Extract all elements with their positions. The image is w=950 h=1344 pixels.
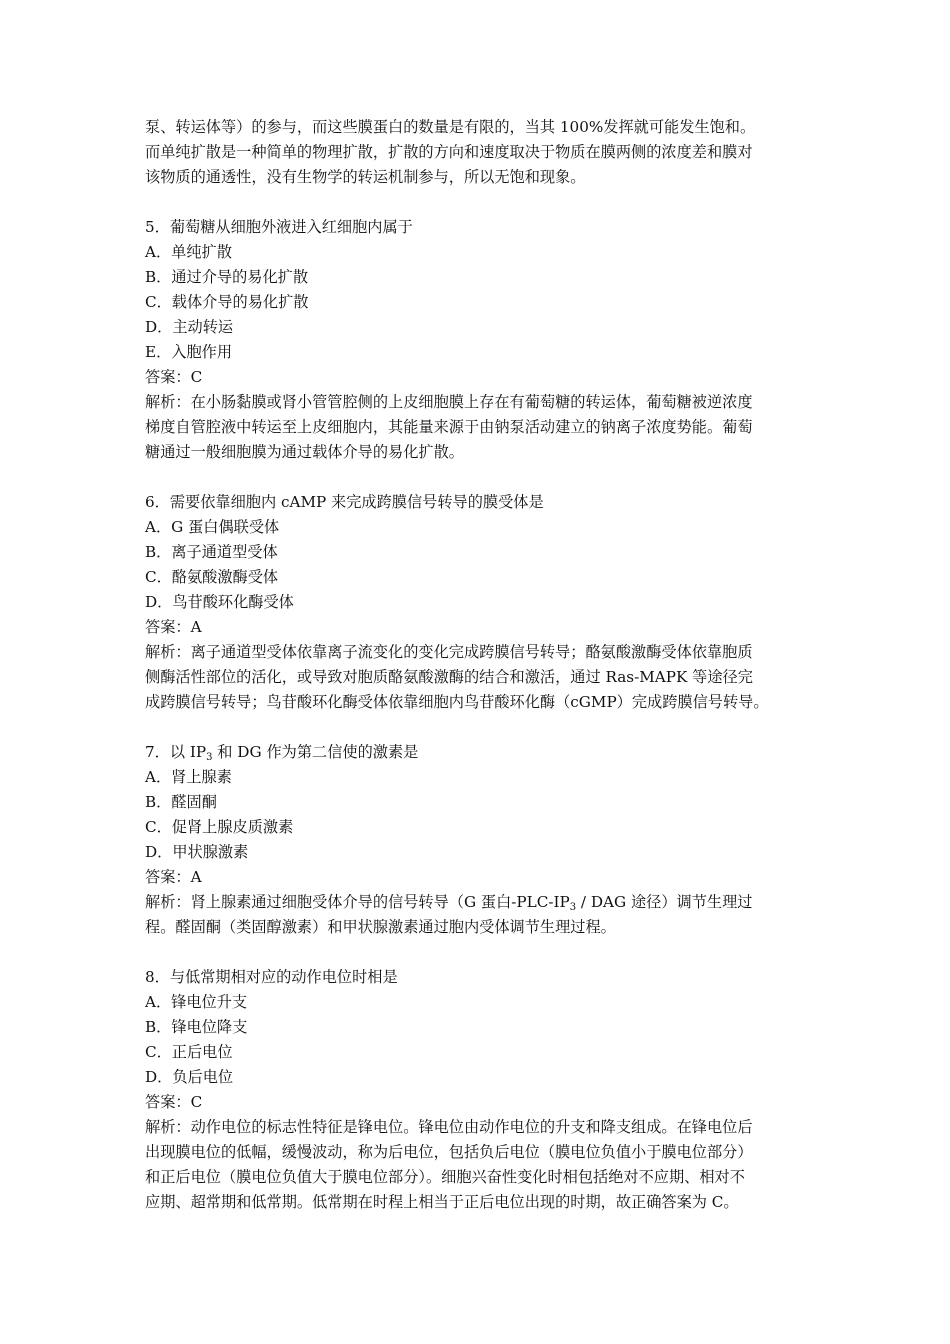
option-b: B．通过介导的易化扩散 bbox=[145, 268, 309, 286]
question-7 bbox=[145, 740, 810, 940]
document-page bbox=[145, 115, 810, 1215]
stem-text: 和 DG 作为第二信使的激素是 bbox=[212, 743, 419, 761]
option-d: D．鸟苷酸环化酶受体 bbox=[145, 593, 294, 611]
intro-line: 而单纯扩散是一种简单的物理扩散，扩散的方向和速度取决于物质在膜两侧的浓度差和膜对 bbox=[145, 143, 753, 161]
analysis-text: / DAG 途径）调节生理过 bbox=[576, 893, 753, 911]
analysis-line: 糖通过一般细胞膜为通过载体介导的易化扩散。 bbox=[145, 443, 464, 461]
analysis-line: 侧酶活性部位的活化，或导致对胞质酪氨酸激酶的结合和激活，通过 Ras-MAPK 等途径完 bbox=[145, 668, 753, 686]
option-b: B．锋电位降支 bbox=[145, 1018, 248, 1036]
analysis-text: 解析：肾上腺素通过细胞受体介导的信号转导（G 蛋白-PLC-IP bbox=[145, 893, 570, 911]
analysis-line: 成跨膜信号转导；鸟苷酸环化酶受体依靠细胞内鸟苷酸环化酶（cGMP）完成跨膜信号转导。 bbox=[145, 693, 769, 711]
option-b: B．离子通道型受体 bbox=[145, 543, 278, 561]
intro-paragraph bbox=[145, 115, 810, 190]
analysis-line: 出现膜电位的低幅，缓慢波动，称为后电位，包括负后电位（膜电位负值小于膜电位部分） bbox=[145, 1143, 753, 1161]
option-c: C．正后电位 bbox=[145, 1043, 233, 1061]
option-a: A．肾上腺素 bbox=[145, 768, 232, 786]
answer: 答案：C bbox=[145, 1093, 203, 1111]
question-stem: 5．葡萄糖从细胞外液进入红细胞内属于 bbox=[145, 218, 413, 236]
option-e: E．入胞作用 bbox=[145, 343, 233, 361]
analysis-line: 程。醛固酮（类固醇激素）和甲状腺激素通过胞内受体调节生理过程。 bbox=[145, 918, 616, 936]
question-6 bbox=[145, 490, 810, 715]
option-d: D．负后电位 bbox=[145, 1068, 234, 1086]
option-c: C．促肾上腺皮质激素 bbox=[145, 818, 294, 836]
option-a: A．G 蛋白偶联受体 bbox=[145, 518, 280, 536]
question-stem: 8．与低常期相对应的动作电位时相是 bbox=[145, 968, 398, 986]
answer: 答案：A bbox=[145, 618, 202, 636]
subscript: 3 bbox=[569, 902, 577, 913]
option-d: D．主动转运 bbox=[145, 318, 234, 336]
analysis-line: 梯度自管腔液中转运至上皮细胞内，其能量来源于由钠泵活动建立的钠离子浓度势能。葡萄 bbox=[145, 418, 753, 436]
option-b: B．醛固酮 bbox=[145, 793, 217, 811]
stem-text: 7．以 IP bbox=[145, 743, 207, 761]
analysis-line bbox=[145, 890, 810, 915]
analysis-line: 解析：动作电位的标志性特征是锋电位。锋电位由动作电位的升支和降支组成。在锋电位后 bbox=[145, 1118, 753, 1136]
question-5 bbox=[145, 215, 810, 465]
option-c: C．载体介导的易化扩散 bbox=[145, 293, 309, 311]
analysis-line: 解析：在小肠黏膜或肾小管管腔侧的上皮细胞膜上存在有葡萄糖的转运体，葡萄糖被逆浓度 bbox=[145, 393, 753, 411]
answer: 答案：A bbox=[145, 868, 202, 886]
analysis-line: 应期、超常期和低常期。低常期在时程上相当于正后电位出现的时期，故正确答案为 C。 bbox=[145, 1193, 739, 1211]
option-d: D．甲状腺激素 bbox=[145, 843, 249, 861]
option-a: A．单纯扩散 bbox=[145, 243, 232, 261]
option-a: A．锋电位升支 bbox=[145, 993, 248, 1011]
question-8 bbox=[145, 965, 810, 1215]
question-stem: 6．需要依靠细胞内 cAMP 来完成跨膜信号转导的膜受体是 bbox=[145, 493, 544, 511]
option-c: C．酪氨酸激酶受体 bbox=[145, 568, 279, 586]
answer: 答案：C bbox=[145, 368, 203, 386]
analysis-line: 和正后电位（膜电位负值大于膜电位部分）。细胞兴奋性变化时相包括绝对不应期、相对不 bbox=[145, 1168, 745, 1186]
subscript: 3 bbox=[206, 752, 213, 763]
analysis-line: 解析：离子通道型受体依靠离子流变化的变化完成跨膜信号转导；酪氨酸激酶受体依靠胞质 bbox=[145, 643, 753, 661]
question-stem bbox=[145, 740, 810, 765]
intro-line: 该物质的通透性，没有生物学的转运机制参与，所以无饱和现象。 bbox=[145, 168, 586, 186]
intro-line: 泵、转运体等）的参与，而这些膜蛋白的数量是有限的，当其 100%发挥就可能发生饱和。 bbox=[145, 118, 756, 136]
